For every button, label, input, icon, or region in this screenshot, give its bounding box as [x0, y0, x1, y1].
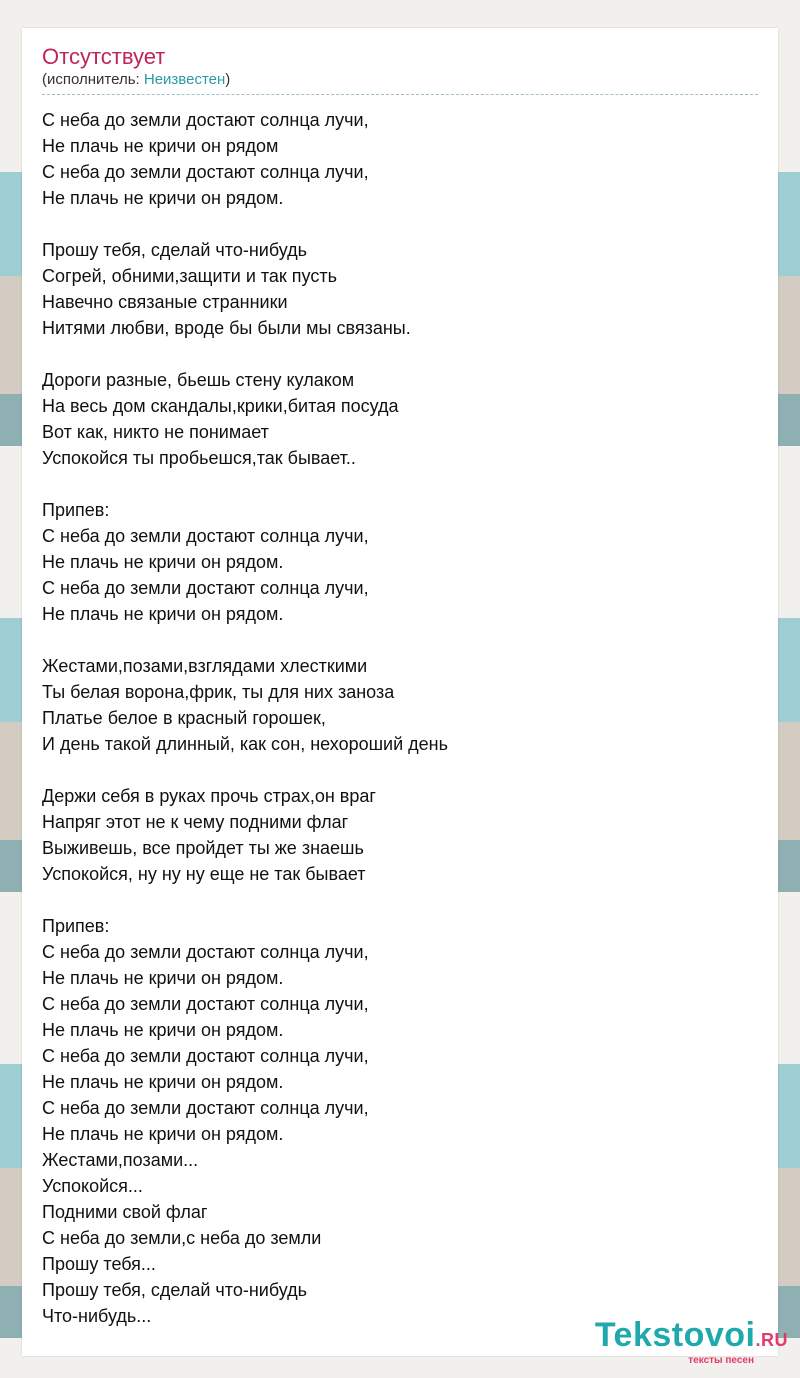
lyrics-line: Навечно связаные странники — [42, 292, 288, 312]
lyrics-line: Согрей, обними,защити и так пусть — [42, 266, 337, 286]
lyrics-line: С неба до земли достают солнца лучи, — [42, 942, 369, 962]
lyrics-line: С неба до земли достают солнца лучи, — [42, 1098, 369, 1118]
lyrics-line — [42, 471, 758, 497]
artist-line — [42, 70, 758, 95]
lyrics-line: Не плачь не кричи он рядом — [42, 136, 279, 156]
lyrics-line: Жестами,позами,взглядами хлесткими — [42, 656, 368, 676]
lyrics-line: Выживешь, все пройдет ты же знаешь — [42, 838, 364, 858]
lyrics-line: Держи себя в руках прочь страх,он враг — [42, 786, 376, 806]
lyrics-line: Нитями любви, вроде бы были мы связаны. — [42, 318, 411, 338]
lyrics-line: Не плачь не кричи он рядом. — [42, 1124, 284, 1144]
lyrics-line: С неба до земли достают солнца лучи, — [42, 578, 369, 598]
lyrics-line: Не плачь не кричи он рядом. — [42, 1072, 284, 1092]
lyrics-line: Успокойся... — [42, 1176, 143, 1196]
lyrics-line: Прошу тебя, сделай что-нибудь — [42, 1280, 308, 1300]
lyrics-line: С неба до земли достают солнца лучи, — [42, 526, 369, 546]
lyrics-line — [42, 627, 758, 653]
lyrics-line: Что-нибудь... — [42, 1306, 152, 1326]
lyrics-line: Припев: — [42, 916, 110, 936]
lyrics-line: Успокойся ты пробьешся,так бывает.. — [42, 448, 356, 468]
song-title: Отсутствует — [42, 44, 166, 69]
lyrics-line: На весь дом скандалы,крики,битая посуда — [42, 396, 399, 416]
logo-name: Tekstovoi — [594, 1316, 756, 1354]
artist-suffix: ) — [225, 71, 231, 88]
lyrics-line: С неба до земли достают солнца лучи, — [42, 110, 369, 130]
lyrics-line: Ты белая ворона,фрик, ты для них заноза — [42, 682, 395, 702]
lyrics-line: Прошу тебя, сделай что-нибудь — [42, 240, 308, 260]
lyrics-line: Платье белое в красный горошек, — [42, 708, 326, 728]
lyrics-line: Прошу тебя... — [42, 1254, 156, 1274]
lyrics-body — [42, 107, 758, 1329]
logo-tagline: тексты песен — [688, 1355, 754, 1366]
lyrics-line: С неба до земли,с неба до земли — [42, 1228, 322, 1248]
logo-tld: .RU — [755, 1330, 788, 1350]
lyrics-line — [42, 757, 758, 783]
lyrics-line: Успокойся, ну ну ну еще не так бывает — [42, 864, 366, 884]
lyrics-line: С неба до земли достают солнца лучи, — [42, 162, 369, 182]
lyrics-line: С неба до земли достают солнца лучи, — [42, 1046, 369, 1066]
lyrics-line: Припев: — [42, 500, 110, 520]
lyrics-line — [42, 211, 758, 237]
lyrics-line: Не плачь не кричи он рядом. — [42, 1020, 284, 1040]
lyrics-card — [22, 28, 778, 1356]
site-logo[interactable] — [595, 1318, 788, 1366]
lyrics-line: Напряг этот не к чему подними флаг — [42, 812, 349, 832]
lyrics-line: Подними свой флаг — [42, 1202, 208, 1222]
lyrics-line: Не плачь не кричи он рядом. — [42, 968, 284, 988]
lyrics-line: Не плачь не кричи он рядом. — [42, 188, 284, 208]
lyrics-line — [42, 341, 758, 367]
artist-prefix: (исполнитель: — [42, 71, 144, 88]
lyrics-line: Дороги разные, бьешь стену кулаком — [42, 370, 355, 390]
lyrics-line: Не плачь не кричи он рядом. — [42, 552, 284, 572]
lyrics-line: С неба до земли достают солнца лучи, — [42, 994, 369, 1014]
lyrics-line: Вот как, никто не понимает — [42, 422, 269, 442]
lyrics-line — [42, 887, 758, 913]
lyrics-line: И день такой длинный, как сон, нехороший день — [42, 734, 448, 754]
artist-link[interactable]: Неизвестен — [143, 71, 226, 88]
lyrics-line: Жестами,позами... — [42, 1150, 199, 1170]
lyrics-line: Не плачь не кричи он рядом. — [42, 604, 284, 624]
